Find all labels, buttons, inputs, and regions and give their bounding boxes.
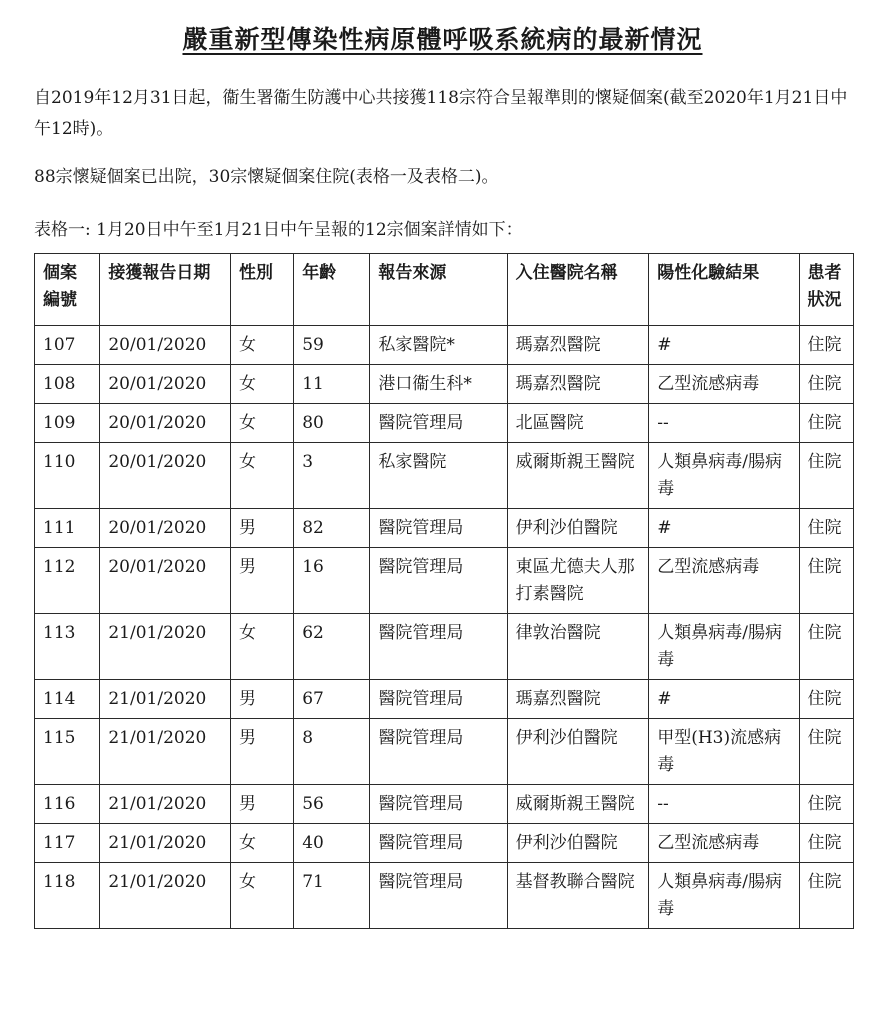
cell-hospital: 北區醫院 [507, 404, 649, 443]
cell-source: 港口衞生科* [370, 365, 507, 404]
cell-sex: 女 [231, 863, 294, 929]
cell-age: 80 [294, 404, 370, 443]
cell-report-date: 21/01/2020 [100, 680, 231, 719]
cell-age: 40 [294, 824, 370, 863]
cell-hospital: 威爾斯親王醫院 [507, 785, 649, 824]
cell-case-no: 110 [35, 443, 100, 509]
header-age: 年齡 [294, 254, 370, 326]
cell-report-date: 21/01/2020 [100, 824, 231, 863]
table-row [35, 509, 854, 548]
cell-age: 67 [294, 680, 370, 719]
cell-case-no: 109 [35, 404, 100, 443]
cell-age: 71 [294, 863, 370, 929]
cell-hospital: 律敦治醫院 [507, 614, 649, 680]
cell-hospital: 東區尤德夫人那打素醫院 [507, 548, 649, 614]
cell-source: 醫院管理局 [370, 824, 507, 863]
cell-case-no: 111 [35, 509, 100, 548]
cell-age: 62 [294, 614, 370, 680]
cell-sex: 男 [231, 509, 294, 548]
discharge-paragraph: 88宗懷疑個案已出院，30宗懷疑個案住院(表格一及表格二)。 [34, 167, 499, 187]
cell-age: 56 [294, 785, 370, 824]
cell-condition: 住院 [799, 443, 854, 509]
cell-case-no: 115 [35, 719, 100, 785]
cell-condition: 住院 [799, 680, 854, 719]
cell-source: 醫院管理局 [370, 614, 507, 680]
header-condition: 患者狀況 [799, 254, 854, 326]
cell-sex: 女 [231, 614, 294, 680]
header-source: 報告來源 [370, 254, 507, 326]
cell-report-date: 20/01/2020 [100, 365, 231, 404]
cell-lab-result: 人類鼻病毒/腸病毒 [649, 443, 799, 509]
cell-sex: 男 [231, 785, 294, 824]
cell-age: 3 [294, 443, 370, 509]
table-row [35, 785, 854, 824]
cell-lab-result: 人類鼻病毒/腸病毒 [649, 863, 799, 929]
cell-case-no: 114 [35, 680, 100, 719]
cell-source: 醫院管理局 [370, 719, 507, 785]
table-row [35, 365, 854, 404]
table-row [35, 824, 854, 863]
cell-case-no: 117 [35, 824, 100, 863]
cell-sex: 女 [231, 404, 294, 443]
summary-paragraph: 自2019年12月31日起，衞生署衞生防護中心共接獲118宗符合呈報準則的懷疑個案(截至2020年1月21日中午12時)。 [34, 88, 848, 139]
cell-source: 私家醫院* [370, 326, 507, 365]
cell-report-date: 20/01/2020 [100, 548, 231, 614]
title-text: 嚴重新型傳染性病原體呼吸系統病的最新情況 [182, 25, 703, 54]
cell-lab-result: 乙型流感病毒 [649, 548, 799, 614]
cell-lab-result: 乙型流感病毒 [649, 824, 799, 863]
table-row [35, 614, 854, 680]
cell-report-date: 20/01/2020 [100, 509, 231, 548]
table-row [35, 548, 854, 614]
header-hospital: 入住醫院名稱 [507, 254, 649, 326]
cell-sex: 男 [231, 680, 294, 719]
table-body [35, 326, 854, 929]
cell-sex: 女 [231, 365, 294, 404]
cell-condition: 住院 [799, 614, 854, 680]
cell-sex: 女 [231, 824, 294, 863]
cell-report-date: 21/01/2020 [100, 719, 231, 785]
table-row [35, 404, 854, 443]
cell-lab-result: 甲型(H3)流感病毒 [649, 719, 799, 785]
cell-report-date: 20/01/2020 [100, 326, 231, 365]
cell-condition: 住院 [799, 719, 854, 785]
cell-hospital: 基督教聯合醫院 [507, 863, 649, 929]
cell-report-date: 20/01/2020 [100, 443, 231, 509]
case-table [34, 253, 854, 929]
table-row [35, 719, 854, 785]
cell-condition: 住院 [799, 785, 854, 824]
cell-hospital: 伊利沙伯醫院 [507, 719, 649, 785]
cell-age: 11 [294, 365, 370, 404]
table-row [35, 863, 854, 929]
cell-condition: 住院 [799, 863, 854, 929]
cell-source: 醫院管理局 [370, 863, 507, 929]
table-row [35, 326, 854, 365]
document-title [0, 20, 885, 56]
cell-lab-result: # [649, 509, 799, 548]
cell-case-no: 113 [35, 614, 100, 680]
cell-age: 82 [294, 509, 370, 548]
cell-sex: 女 [231, 443, 294, 509]
cell-report-date: 20/01/2020 [100, 404, 231, 443]
cell-condition: 住院 [799, 326, 854, 365]
cell-source: 醫院管理局 [370, 548, 507, 614]
cell-lab-result: -- [649, 785, 799, 824]
header-lab-result: 陽性化驗結果 [649, 254, 799, 326]
cell-hospital: 伊利沙伯醫院 [507, 509, 649, 548]
cell-sex: 女 [231, 326, 294, 365]
cell-hospital: 威爾斯親王醫院 [507, 443, 649, 509]
cell-sex: 男 [231, 548, 294, 614]
cell-report-date: 21/01/2020 [100, 614, 231, 680]
cell-condition: 住院 [799, 509, 854, 548]
cell-lab-result: # [649, 326, 799, 365]
cell-lab-result: 人類鼻病毒/腸病毒 [649, 614, 799, 680]
cell-lab-result: 乙型流感病毒 [649, 365, 799, 404]
cell-source: 醫院管理局 [370, 509, 507, 548]
cell-condition: 住院 [799, 824, 854, 863]
cell-hospital: 瑪嘉烈醫院 [507, 680, 649, 719]
cell-lab-result: # [649, 680, 799, 719]
cell-case-no: 112 [35, 548, 100, 614]
table-header-row [35, 254, 854, 326]
cell-condition: 住院 [799, 365, 854, 404]
cell-sex: 男 [231, 719, 294, 785]
table-row [35, 680, 854, 719]
cell-source: 醫院管理局 [370, 785, 507, 824]
cell-source: 私家醫院 [370, 443, 507, 509]
cell-case-no: 107 [35, 326, 100, 365]
cell-age: 8 [294, 719, 370, 785]
table-row [35, 443, 854, 509]
cell-report-date: 21/01/2020 [100, 863, 231, 929]
cell-case-no: 108 [35, 365, 100, 404]
cell-condition: 住院 [799, 548, 854, 614]
cell-age: 59 [294, 326, 370, 365]
cell-case-no: 116 [35, 785, 100, 824]
cell-hospital: 瑪嘉烈醫院 [507, 326, 649, 365]
header-case-no: 個案編號 [35, 254, 100, 326]
cell-report-date: 21/01/2020 [100, 785, 231, 824]
cell-source: 醫院管理局 [370, 404, 507, 443]
cell-age: 16 [294, 548, 370, 614]
cell-hospital: 瑪嘉烈醫院 [507, 365, 649, 404]
cell-lab-result: -- [649, 404, 799, 443]
cell-condition: 住院 [799, 404, 854, 443]
cell-hospital: 伊利沙伯醫院 [507, 824, 649, 863]
cell-source: 醫院管理局 [370, 680, 507, 719]
cell-case-no: 118 [35, 863, 100, 929]
header-sex: 性別 [231, 254, 294, 326]
header-report-date: 接獲報告日期 [100, 254, 231, 326]
table-caption: 表格一: 1月20日中午至1月21日中午呈報的12宗個案詳情如下： [34, 220, 523, 240]
